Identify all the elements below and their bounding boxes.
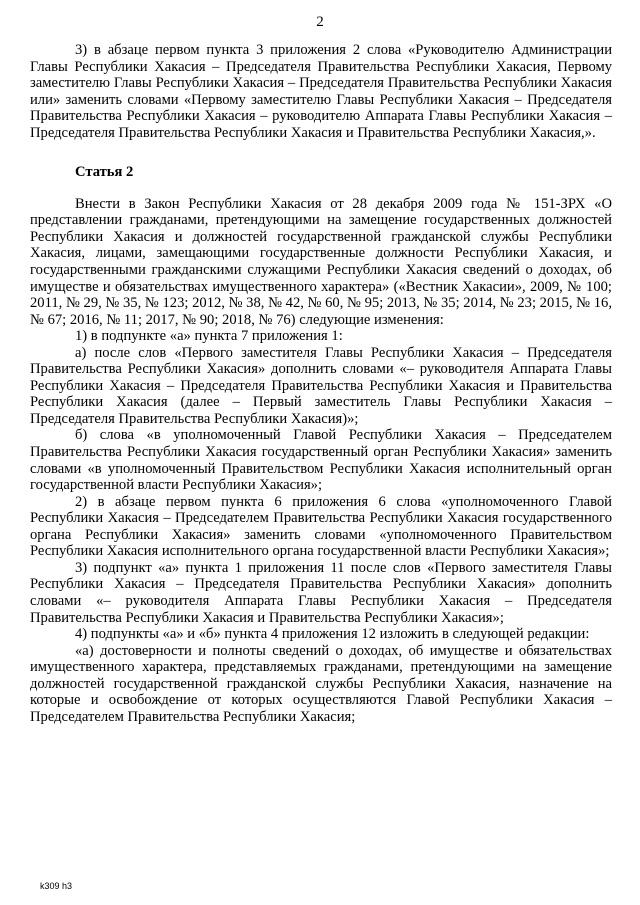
footer-code: k309 h3 — [40, 881, 73, 891]
paragraph-item-3-app11: 3) подпункт «а» пункта 1 приложения 11 после слов «Первого заместителя Главы Республики Хакасия – Председателя Правительства Республики Хакасия» дополнить словами «– руководителя Аппарата Главы Республики Хакасия – Председателя Правительства Республики Хакасия и Правительства Республики Хакасия»; — [30, 559, 612, 626]
article-heading: Статья 2 — [75, 164, 134, 181]
paragraph-item-1: 1) в подпункте «а» пункта 7 приложения 1: — [75, 328, 343, 345]
paragraph-item-1a: а) после слов «Первого заместителя Главы Республики Хакасия – Председателя Правительства Республики Хакасия» дополнить словами «– руководителя Аппарата Главы Республики Хакасия – Председателя Правительства Республики Хакасия и Правительства Республики Хакасия (далее – Первый заместитель Главы Республики Хакасия – Председателя Правительства Республики Хакасия)»; — [30, 344, 612, 427]
paragraph-intro: Внести в Закон Республики Хакасия от 28 декабря 2009 года № 151-ЗРХ «О представлении гражданами, претендующими на замещение государственных должностей Республики Хакасия и должностей государственной гражданской службы Республики Хакасия, лицами, замещающими государственные должности Республики Хакасия, и государственными гражданскими служащими Республики Хакасия сведений о доходах, об имуществе и обязательствах имущественного характера» («Вестник Хакасии», 2009, № 100; 2011, № 29, № 35, № 123; 2012, № 38, № 42, № 60, № 95; 2013, № 35; 2014, № 23; 2015, № 16, № 67; 2016, № 11; 2017, № 90; 2018, № 76) следующие изменения: — [30, 195, 612, 328]
paragraph-subitem-a: «а) достоверности и полноты сведений о доходах, об имуществе и обязательствах имущественного характера, представляемых гражданами, претендующими на замещение должностей государственной гражданской службы Республики Хакасия, назначение на которые и освобождение от которых осуществляются Главой Республики Хакасия – Председателем Правительства Республики Хакасия; — [30, 642, 612, 725]
page-number: 2 — [316, 14, 324, 30]
paragraph-item-1b: б) слова «в уполномоченный Главой Республики Хакасия – Председателем Правительства Республики Хакасия государственный орган Республики Хакасия» заменить словами «в уполномоченный Правительством Республики Хакасия исполнительный орган государственной власти Республики Хакасия»; — [30, 427, 612, 494]
paragraph-item-3: 3) в абзаце первом пункта 3 приложения 2 слова «Руководителю Администрации Главы Республики Хакасия – Председателя Правительства Республики Хакасия, Первому заместителю Главы Республики Хакасия – Председателя Правительства Республики Хакасия или» заменить словами «Первому заместителю Главы Республики Хакасия – Председателя Правительства Республики Хакасия – руководителю Аппарата Главы Республики Хакасия – Председателя Правительства Республики Хакасия и Правительства Республики Хакасия,». — [30, 42, 612, 141]
document-body — [30, 42, 612, 725]
paragraph-item-4: 4) подпункты «а» и «б» пункта 4 приложения 12 изложить в следующей редакции: — [75, 626, 590, 643]
paragraph-item-2: 2) в абзаце первом пункта 6 приложения 6 слова «уполномоченного Главой Республики Хакасия – Председателем Правительства Республики Хакасия государственного органа Республики Хакасия» заменить словами «уполномоченного Правительством Республики Хакасия исполнительного органа государственной власти Республики Хакасия»; — [30, 493, 612, 560]
